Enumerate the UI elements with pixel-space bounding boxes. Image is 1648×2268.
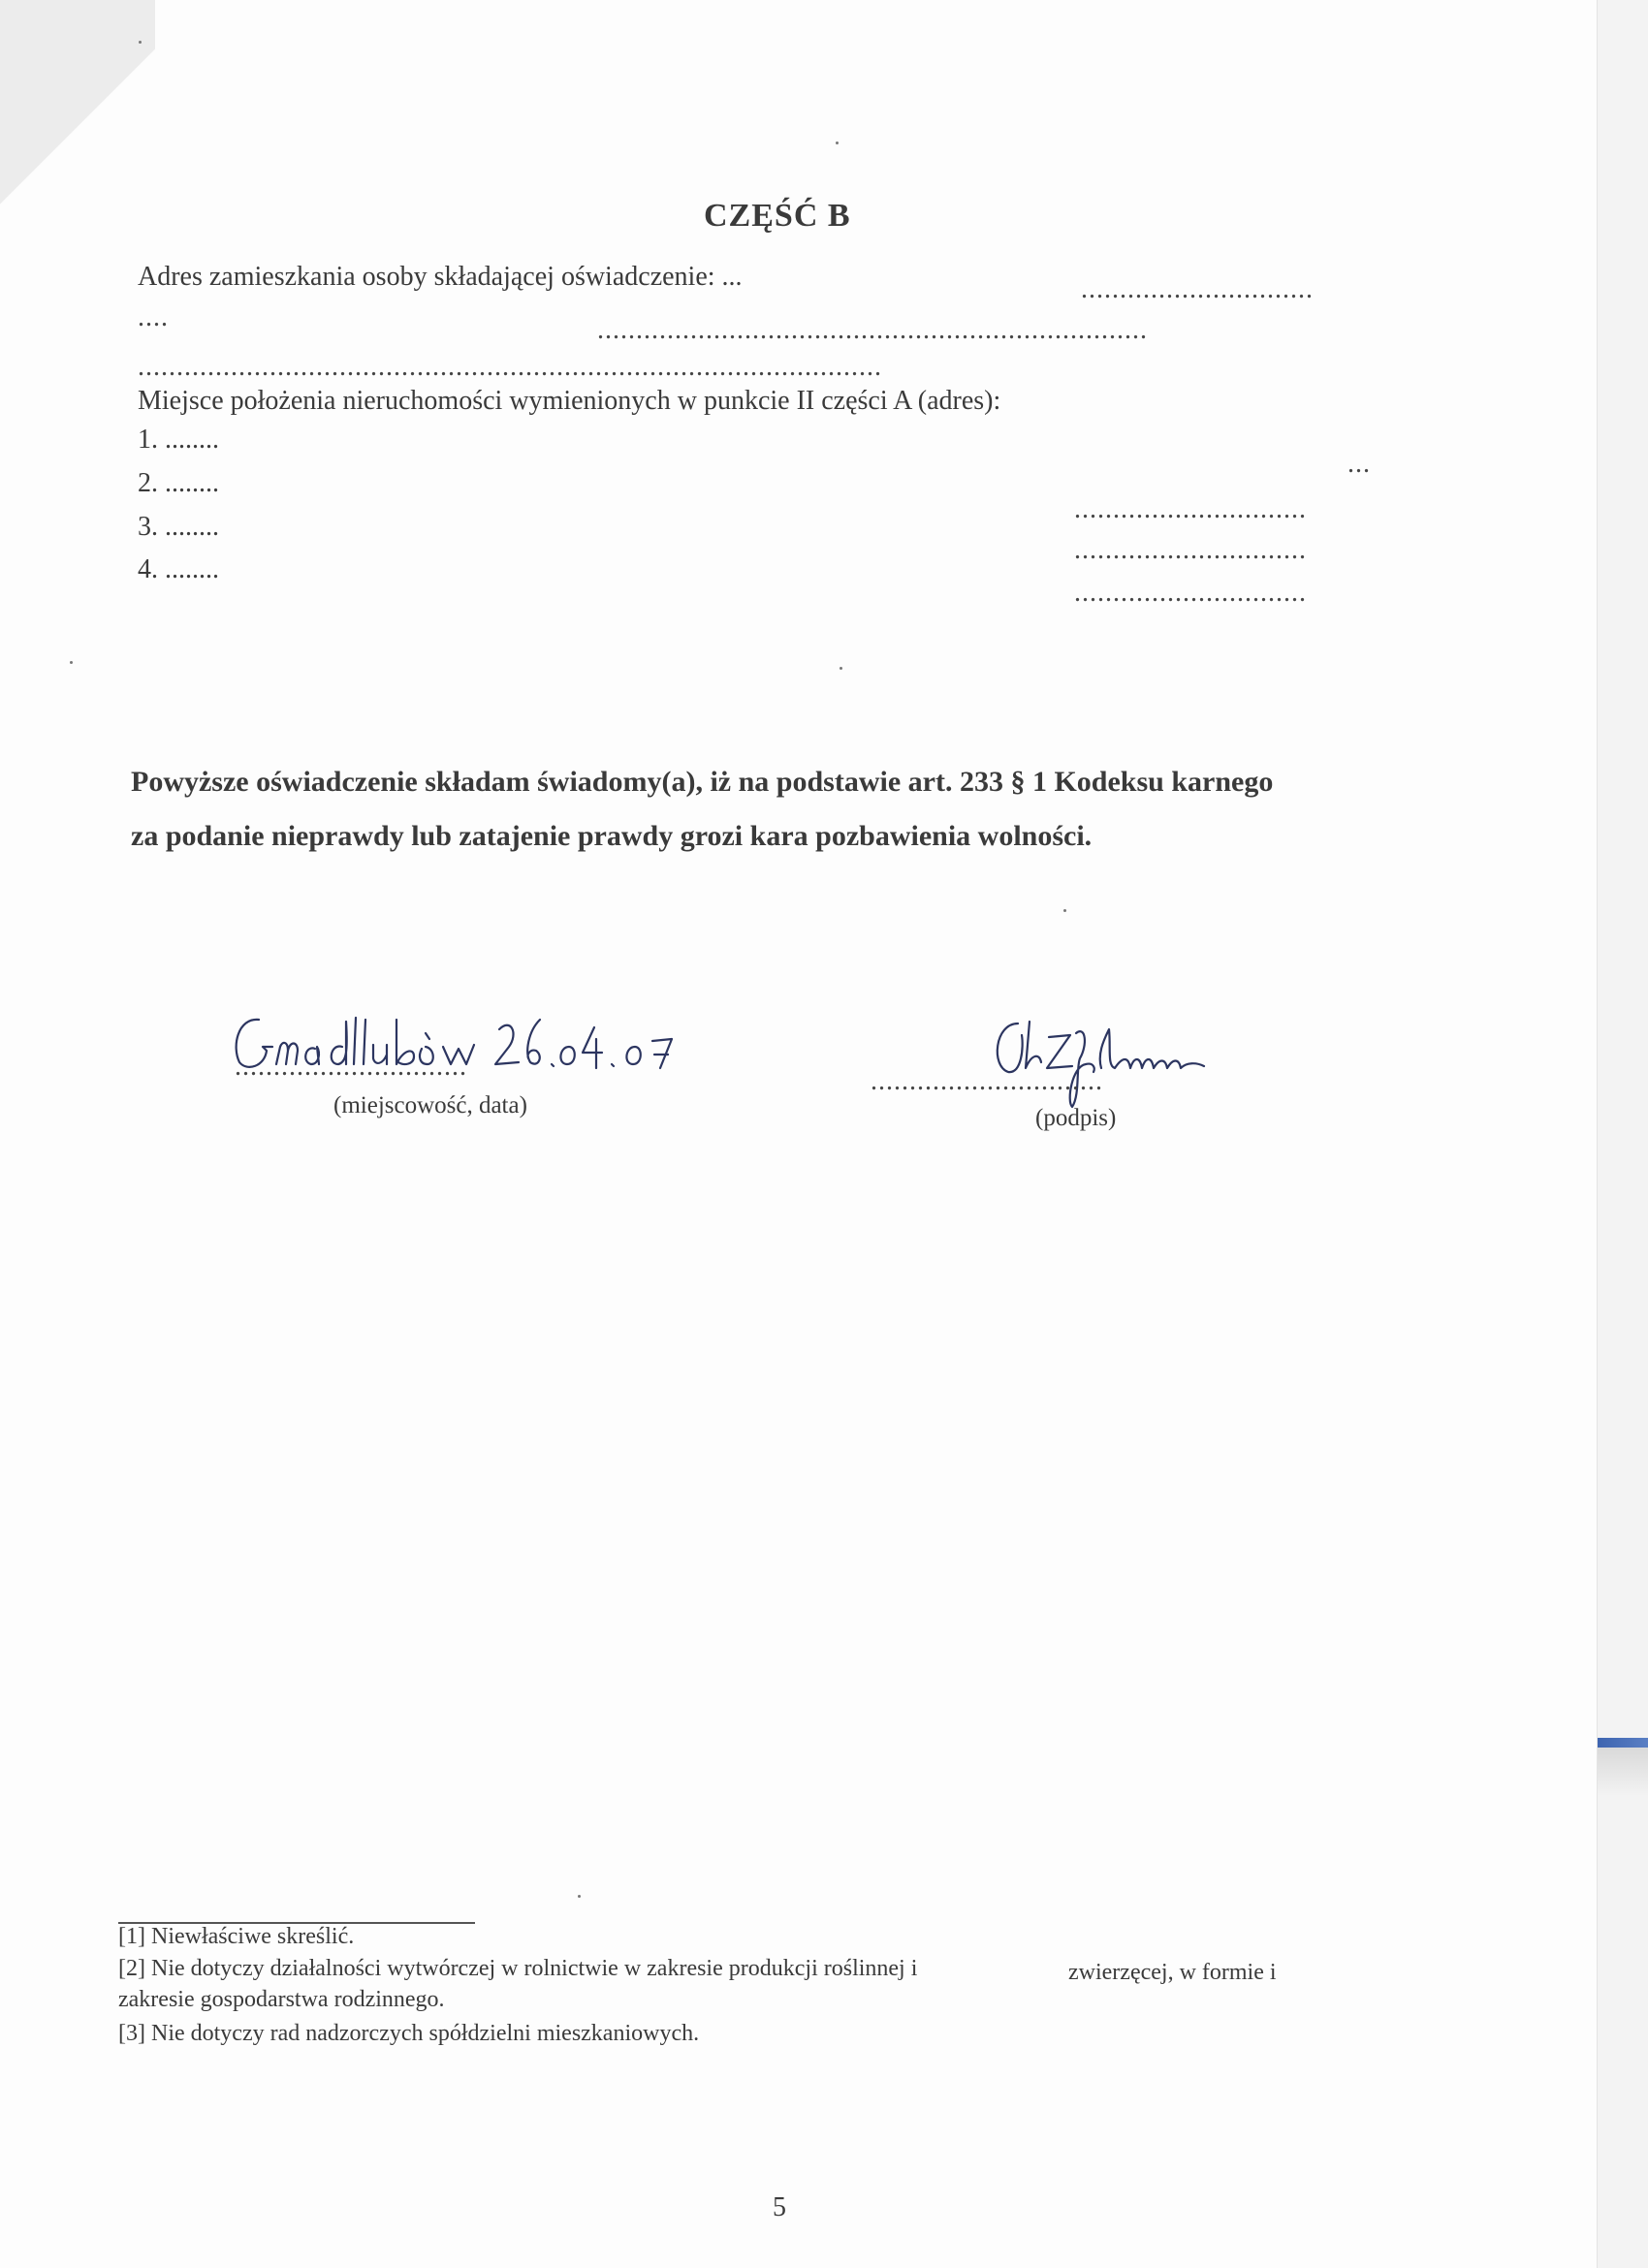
property-item-2-dots: ..............................: [1074, 494, 1307, 524]
address-dots-3: ................................................................................................: [138, 352, 882, 382]
signature-label: (podpis): [1035, 1105, 1117, 1131]
address-dots-2: .......................................................................: [597, 315, 1148, 345]
property-item-4: 4. ........: [138, 554, 219, 584]
scanner-blue-mark: [1598, 1738, 1648, 1748]
handwritten-signature: [979, 1008, 1270, 1115]
property-item-1: 1. ........: [138, 425, 219, 455]
scan-speck: [836, 142, 839, 144]
scan-speck: [70, 661, 73, 664]
scan-speck: [578, 1895, 581, 1898]
scan-speck: [840, 667, 842, 670]
property-item-3-dots: ..............................: [1074, 535, 1307, 565]
scan-speck: [139, 41, 142, 44]
property-item-2: 2. ........: [138, 468, 219, 498]
address-line2-left: ....: [138, 302, 169, 332]
address-label: Adres zamieszkania osoby składającej oświadczenie: ...: [138, 262, 743, 292]
footnote-3: [3] Nie dotyczy rad nadzorczych spółdzielni mieszkaniowych.: [118, 2021, 700, 2046]
footnote-1: [1] Niewłaściwe skreślić.: [118, 1924, 355, 1949]
place-date-label: (miejscowość, data): [333, 1092, 527, 1118]
declaration-line-2: za podanie nieprawdy lub zatajenie prawdy grozi kara pozbawienia wolności.: [131, 820, 1093, 852]
place-date-dots: ..............................: [235, 1052, 467, 1082]
scan-speck: [1063, 909, 1066, 912]
property-item-1-dots: ...: [1347, 449, 1371, 479]
property-label: Miejsce położenia nieruchomości wymienionych w punkcie II części A (adres):: [138, 386, 1001, 416]
address-dots-1: ..............................: [1081, 274, 1314, 304]
property-item-4-dots: ..............................: [1074, 578, 1307, 608]
declaration-line-1: Powyższe oświadczenie składam świadomy(a), iż na podstawie art. 233 § 1 Kodeksu karnego: [131, 766, 1274, 798]
folded-corner: [0, 0, 155, 252]
page-number: 5: [773, 2192, 786, 2222]
signature-dots: ..............................: [871, 1066, 1103, 1096]
footnote-2: [2] Nie dotyczy działalności wytwórczej w rolnictwie w zakresie produkcji roślinnej i: [118, 1956, 918, 1981]
property-item-3: 3. ........: [138, 512, 219, 542]
footnote-2-continued: zwierzęcej, w formie i: [1068, 1960, 1277, 1985]
scanner-edge: [1597, 0, 1648, 2268]
section-title: CZĘŚĆ B: [704, 198, 851, 234]
footnote-2-line-2: zakresie gospodarstwa rodzinnego.: [118, 1987, 445, 2012]
